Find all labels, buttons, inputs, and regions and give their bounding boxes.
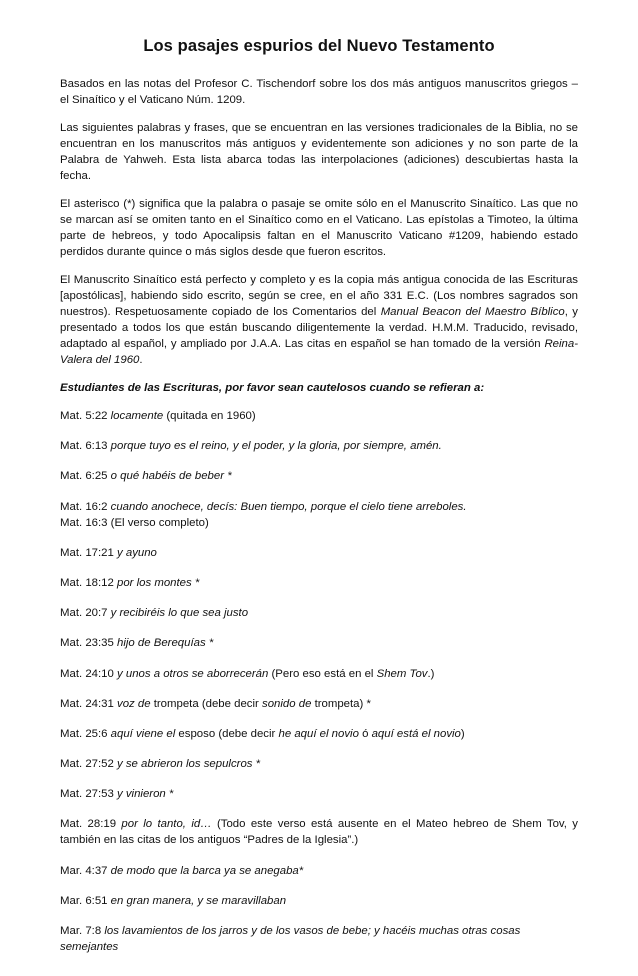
list-item — [60, 468, 578, 484]
verse-text: o qué habéis de beber * — [110, 470, 232, 483]
verse-ref: Mat. 16:3 (El verso completo) — [60, 516, 209, 529]
verse-text: hijo de Berequías * — [117, 637, 214, 650]
version-title: Reina-Valera del 1960 — [60, 338, 578, 366]
verse-text: cuando anochece, decís: Buen tiempo, porque el cielo tiene arreboles. — [110, 500, 467, 513]
verse-ref: Mat. 24:31 — [60, 697, 117, 710]
verse-note: .) — [427, 667, 435, 680]
verse-ref: Mat. 18:12 — [60, 576, 117, 589]
list-item — [60, 438, 578, 454]
list-item — [60, 863, 578, 879]
text-run: , y presentado a todos los que están buscando diligentemente la verdad. H.M.M. Traducido, revisado, adaptado al español, y ampliado por J.A.A. Las citas en español se han tomado de la versión — [60, 306, 578, 350]
verse-ref: Mar. 4:37 — [60, 864, 111, 877]
intro-paragraph: Basados en las notas del Profesor C. Tischendorf sobre los dos más antiguos manuscritos griegos – el Sinaítico y el Vaticano Núm. 1209. — [60, 78, 578, 106]
list-item — [60, 816, 578, 848]
verse-text: los lavamientos de los jarros y de los vasos de bebe; y hacéis muchas otras cosas semejantes — [60, 925, 521, 953]
verse-ref: Mat. 25:6 — [60, 727, 111, 740]
list-item — [60, 726, 578, 742]
list-item — [60, 923, 578, 955]
text-run: . — [139, 354, 143, 366]
document-title: Los pasajes espurios del Nuevo Testamento — [143, 37, 495, 55]
list-item — [60, 515, 578, 531]
verse-text: por lo tanto, id… — [121, 818, 212, 831]
verse-note: trompeta (debe decir — [150, 697, 262, 710]
list-item — [60, 666, 578, 682]
verse-ref: Mat. 27:52 — [60, 758, 117, 771]
book-title: Manual Beacon del Maestro Bíblico — [380, 306, 565, 318]
verse-text: de modo que la barca ya se anegaba* — [110, 864, 304, 877]
verse-text: y recibiréis lo que sea justo — [110, 607, 249, 620]
verse-note: esposo (debe decir — [175, 727, 279, 740]
list-item — [60, 893, 578, 909]
sinaiticus-paragraph — [60, 272, 578, 368]
verse-text: y ayuno — [117, 546, 157, 559]
list-item — [60, 635, 578, 651]
verse-note: (quitada en 1960) — [163, 410, 256, 422]
verse-note-italic: aquí está el novio — [371, 727, 461, 740]
verse-text: voz de — [117, 697, 151, 710]
list-item — [60, 408, 578, 424]
verse-text: porque tuyo es el reino, y el poder, y la gloria, por siempre, amén. — [110, 440, 442, 453]
verse-text: aquí viene el — [110, 727, 176, 740]
verse-ref: Mat. 24:10 — [60, 667, 117, 680]
verse-ref: Mat. 23:35 — [60, 637, 117, 650]
text-run: El Manuscrito Sinaítico está perfecto y completo y es la copia más antigua conocida de las Escrituras [apostólicas], habiendo sido escrito, según se cree, en el año 331 E.C. (Los nombres sagrados son nuestros). Respetuosamente copiado de los Comentarios del — [60, 274, 578, 318]
warning-heading — [60, 380, 578, 396]
verse-note: trompeta) * — [311, 697, 371, 710]
asterisk-paragraph: El asterisco (*) significa que la palabra o pasaje se omite sólo en el Manuscrito Sinaítico. Las que no se marcan así se omiten tanto en el Sinaítico como en el Vaticano. Las epístolas a Timoteo, la última parte de hebreos, y todo Apocalipsis faltan en el Manuscrito Vaticano #1209, habiendo estado perdidos durante quince o más siglos desde que fueron escritos. — [60, 198, 578, 258]
list-item — [60, 545, 578, 561]
verse-ref: Mat. 17:21 — [60, 546, 117, 559]
verse-ref: Mat. 20:7 — [60, 607, 111, 620]
list-item — [60, 575, 578, 591]
verse-text: y se abrieron los sepulcros * — [117, 758, 261, 771]
verse-ref: Mat. 5:22 — [60, 410, 111, 422]
list-item — [60, 756, 578, 772]
list-item — [60, 786, 578, 802]
verse-note-italic: Shem Tov — [376, 667, 428, 680]
verse-note-italic: he aquí el novio — [278, 727, 359, 740]
verse-note: (Pero eso está en el — [268, 667, 377, 680]
verse-ref: Mat. 6:13 — [60, 440, 111, 453]
verse-note-italic: sonido de — [262, 697, 312, 710]
verse-text: y unos a otros se aborrecerán — [117, 667, 269, 680]
list-item — [60, 696, 578, 712]
verse-ref: Mat. 16:2 — [60, 500, 111, 513]
verse-ref: Mat. 27:53 — [60, 788, 117, 801]
list-item — [60, 605, 578, 621]
verse-text: y vinieron * — [117, 788, 174, 801]
verse-note: (Todo este verso está ausente en el Mateo hebreo de Shem Tov, y también en las citas de los antiguos “Padres de la Iglesia”.) — [60, 818, 578, 847]
warning-text: Estudiantes de las Escrituras, por favor sean cautelosos cuando se refieran a: — [60, 382, 485, 394]
verse-ref: Mat. 6:25 — [60, 470, 111, 483]
verse-text: en gran manera, y se maravillaban — [110, 894, 287, 907]
verse-ref: Mar. 6:51 — [60, 894, 111, 907]
verse-ref: Mar. 7:8 — [60, 925, 105, 937]
verse-text: locamente — [110, 410, 164, 422]
verse-note: ó — [358, 727, 372, 740]
interpolations-paragraph: Las siguientes palabras y frases, que se encuentran en las versiones tradicionales de la Biblia, no se encuentran en los manuscritos más antiguos y evidentemente son adiciones y no son parte de la Palabra de Yahweh. Esta lista abarca todas las interpolaciones (adiciones) descubiertas hasta la fecha. — [60, 122, 578, 182]
verse-note: ) — [460, 727, 465, 740]
list-item — [60, 499, 578, 515]
verse-ref: Mat. 28:19 — [60, 818, 122, 831]
verse-text: por los montes * — [117, 576, 200, 589]
